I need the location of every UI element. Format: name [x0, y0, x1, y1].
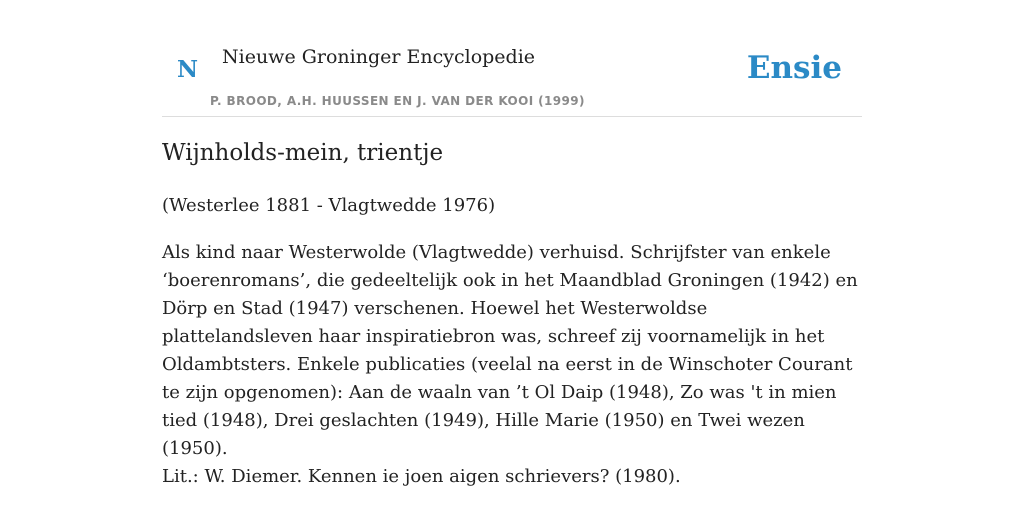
encyclopedia-logo-icon[interactable]: N: [177, 56, 199, 83]
page-header: [162, 0, 862, 117]
page-content: [162, 0, 862, 487]
entry-lifespan: (Westerlee 1881 - Vlagtwedde 1976): [162, 195, 496, 216]
book-authors: P. BROOD, A.H. HUUSSEN EN J. VAN DER KOOI (1999): [210, 94, 585, 108]
ensie-brand-logo[interactable]: Ensie: [746, 50, 842, 86]
book-title-link[interactable]: Nieuwe Groninger Encyclopedie: [222, 46, 536, 68]
entry-body-text: Als kind naar Westerwolde (Vlagtwedde) verhuisd. Schrijfster van enkele ‘boerenromans’, die gedeeltelijk ook in het Maandblad Groningen (1942) en Dörp en Stad (1947) verschenen. Hoewel het Westerwoldse plattelandsleven haar inspiratiebron was, schreef zij voornamelijk in het Oldambtsters. Enkele publicaties (veelal na eerst in de Winschoter Courant te zijn opgenomen): Aan de waaln van ’t Ol Daip (1948), Zo was 't in mien tied (1948), Drei geslachten (1949), Hille Marie (1950) en Twei wezen (1950).: [162, 242, 858, 459]
entry-literature: Lit.: W. Diemer. Kennen ie joen aigen schrievers? (1980).: [162, 466, 681, 487]
entry-title: Wijnholds-mein, trientje: [162, 140, 444, 166]
